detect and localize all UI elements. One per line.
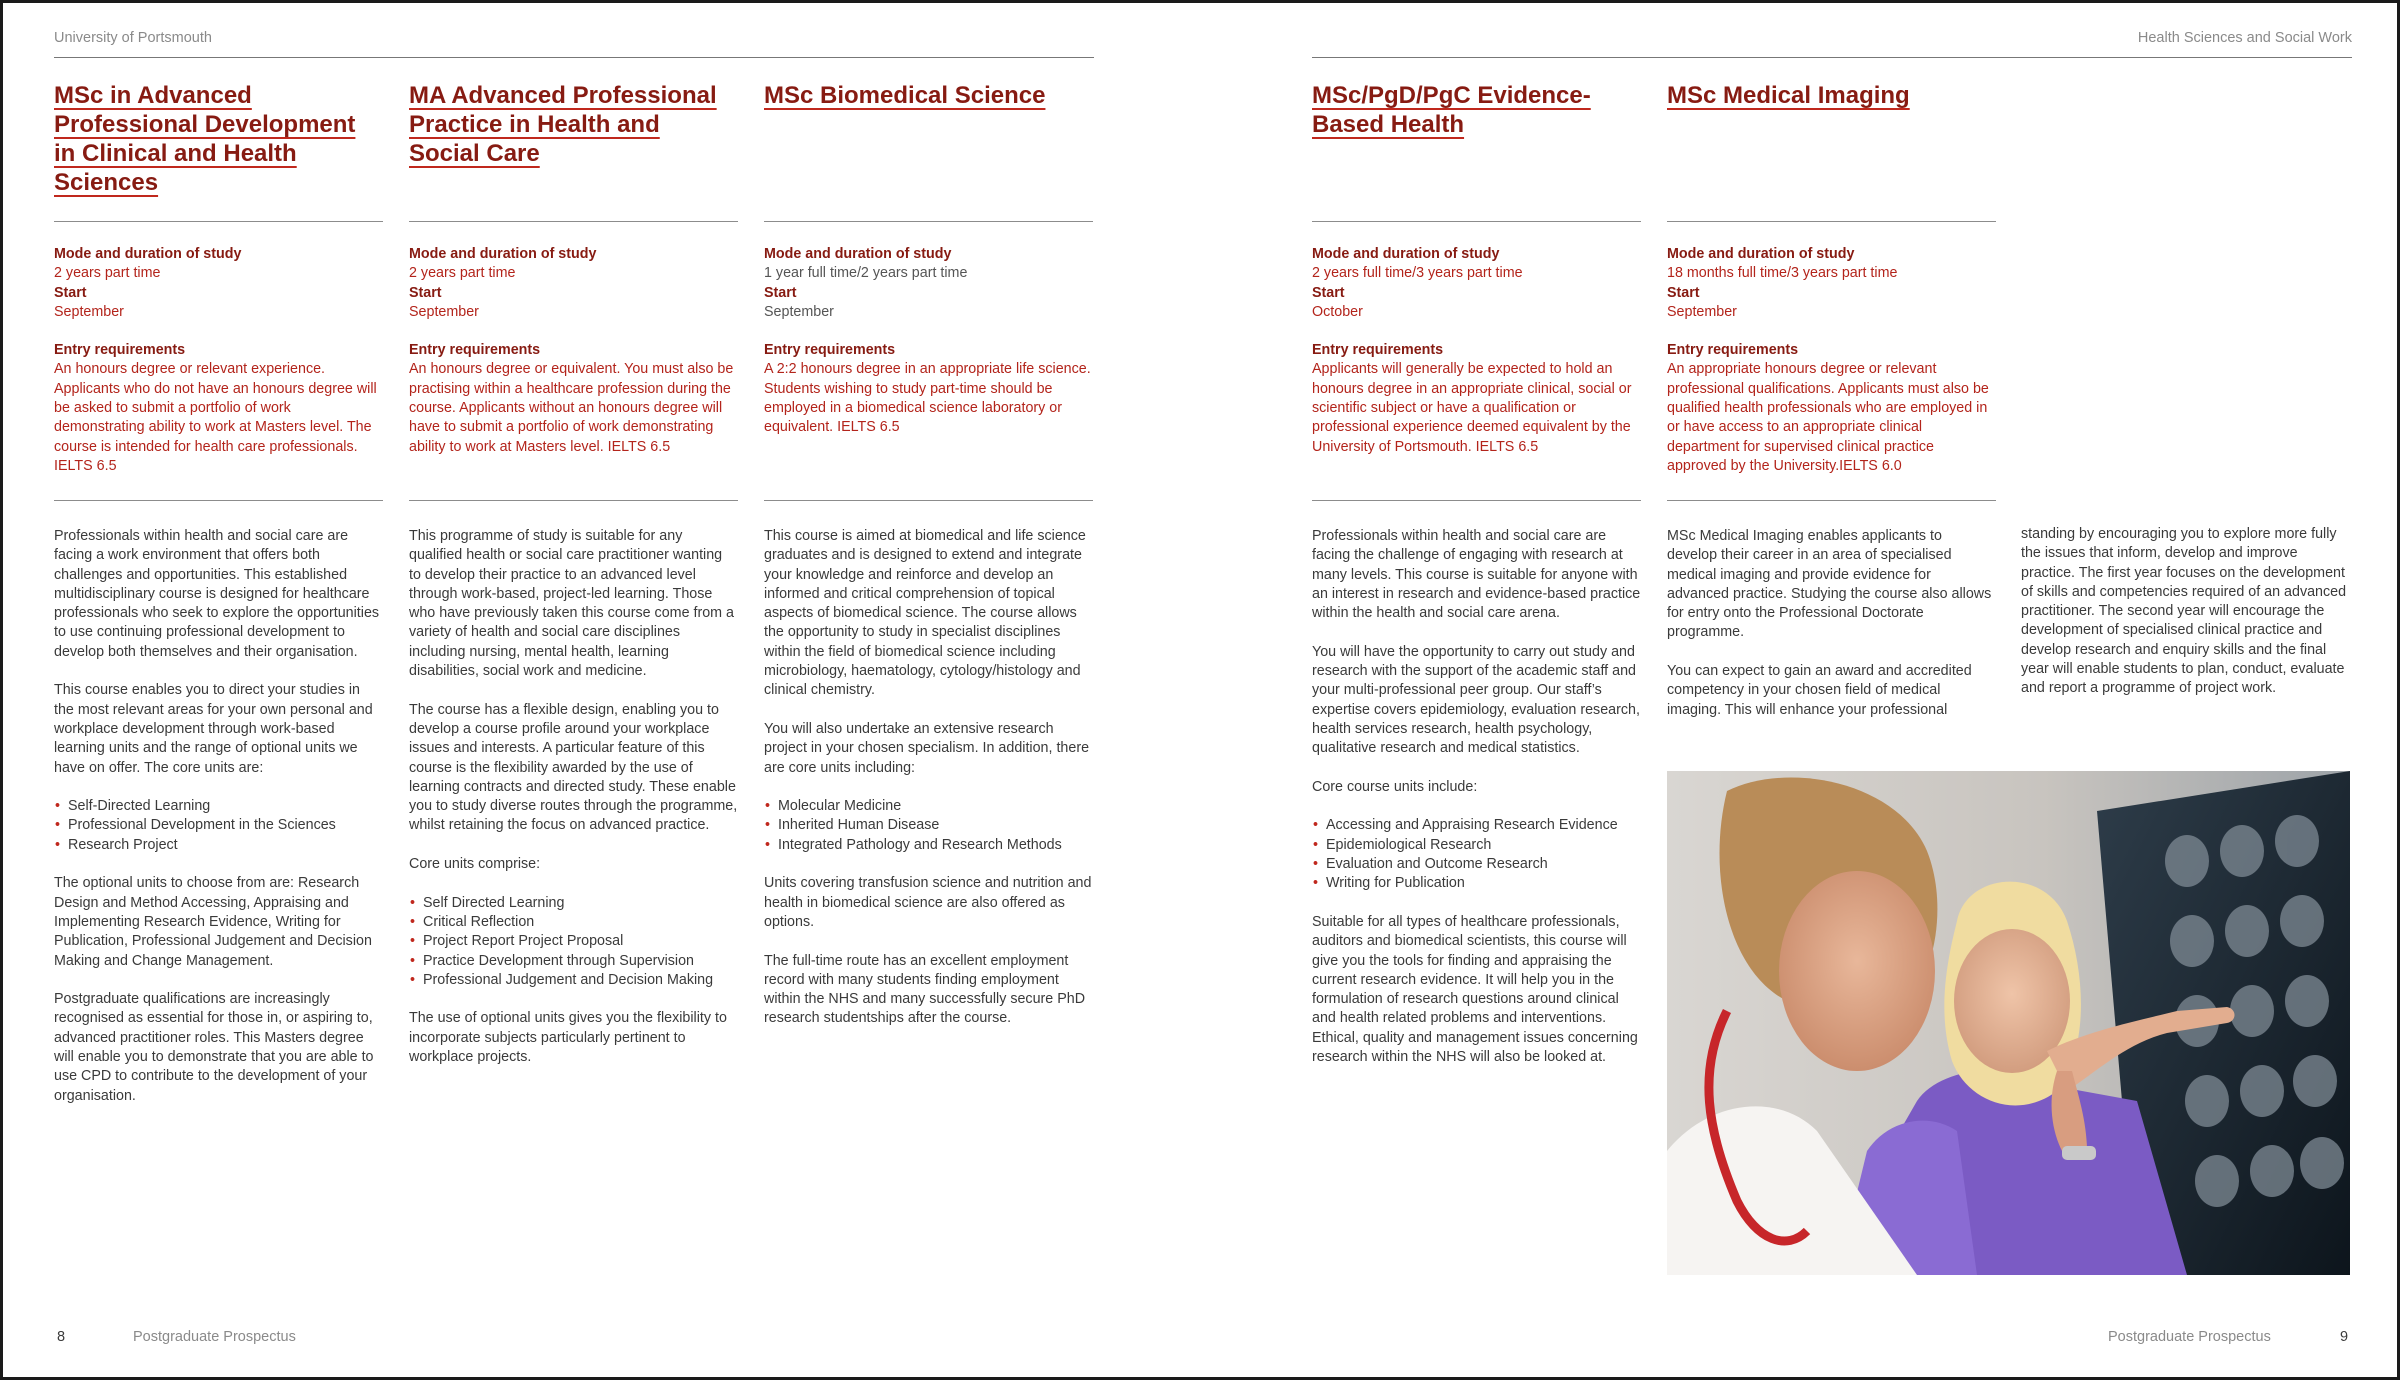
left-page — [3, 3, 1203, 1377]
mode-value: 1 year full time/2 years part time — [764, 265, 968, 282]
course-column — [764, 81, 1093, 1048]
body-paragraph: The full-time route has an excellent employment record with many students finding employment within the NHS and many successfully secure PhD research studentships after the course. — [764, 952, 1086, 1027]
body-paragraph: You will also undertake an extensive research project in your chosen specialism. In addition, there are core units including: — [764, 720, 1090, 776]
bullet-item: • Inherited Human Disease — [764, 816, 1093, 835]
mode-value: 2 years full time/3 years part time — [1312, 265, 1523, 282]
page-number-right: 9 — [2340, 1329, 2349, 1345]
course-title — [409, 81, 738, 221]
course-title-line: MSc Medical Imaging — [1667, 82, 1910, 109]
bullet-item: • Molecular Medicine — [764, 797, 1093, 816]
body-paragraph: You will have the opportunity to carry out study and research with the support of the academic staff and your multi-professional peer group. Our staff’s expertise covers epidemiology, evaluation research, health services research, health psychology, qualitative research and medical statistics. — [1312, 643, 1640, 757]
body-paragraph: This course is aimed at biomedical and life science graduates and is designed to extend and integrate your knowledge and reinforce and develop an informed and critical comprehension of topical aspects of biomedical science. The course allows the opportunity to study in specialist disciplines within the field of biomedical science including microbiology, haematology, cytology/histology and clinical chemistry. — [764, 528, 1086, 699]
start-value: October — [1312, 303, 1363, 320]
course-title-line: MA Advanced Professional — [409, 82, 717, 109]
mode-label: Mode and duration of study — [1312, 246, 1500, 262]
body-paragraph: standing by encouraging you to explore more fully the issues that inform, develop and improve practice. The first year focuses on the development of skills and competencies required of an advanced practitioner. The second year will encourage the development of specialised clinical practice and develop research and enquiry skills and the final year will enable students to plan, conduct, evaluate and report a programme of project work. — [2021, 526, 2347, 697]
mode-label: Mode and duration of study — [54, 246, 242, 262]
bullet-item: • Self-Directed Learning — [54, 797, 383, 816]
start-label: Start — [764, 284, 797, 301]
bullet-item: • Critical Reflection — [409, 913, 738, 932]
bullet-item: • Research Project — [54, 836, 383, 855]
course-title — [1667, 81, 1996, 221]
entry-value: Applicants will generally be expected to hold an honours degree in an appropriate clinical, social or scientific subject or have a qualification or professional experience deemed equivalent by the University of Portsmouth. IELTS 6.5 — [1312, 361, 1632, 455]
body-paragraph: You can expect to gain an award and accredited competency in your chosen field of medical imaging. This will enhance your professional — [1667, 663, 1972, 718]
entry-value: An appropriate honours degree or relevant professional qualifications. Applicants must also be qualified health professionals who are employed in or have access to an appropriate clinical department for supervised clinical practice approved by the University.IELTS 6.0 — [1667, 361, 1989, 474]
course-title-line: Social Care — [409, 140, 540, 167]
course-title-line: Sciences — [54, 169, 159, 196]
body-paragraph: The use of optional units gives you the flexibility to incorporate subjects particularly pertinent to workplace projects. — [409, 1010, 727, 1066]
bullet-item: • Evaluation and Outcome Research — [1312, 855, 1641, 874]
mode-value: 2 years part time — [54, 265, 161, 282]
course-description — [54, 501, 383, 1106]
entry-value: An honours degree or equivalent. You must also be practising within a healthcare profession during the course. Applicants without an honours degree will have to submit a portfolio of work demonstrating ability to work at Masters level. IELTS 6.5 — [409, 361, 734, 455]
body-paragraph: Suitable for all types of healthcare professionals, auditors and biomedical scientists, this course will give you the tools for finding and appraising the current research evidence. It will help you in the formulation of research questions around clinical and health related problems and interventions. Ethical, quality and management issues concerning research within the NHS will also be looked at. — [1312, 913, 1638, 1066]
course-title — [1312, 81, 1641, 221]
body-paragraph: MSc Medical Imaging enables applicants to develop their career in an area of specialised medical imaging and provide evidence for advanced practice. Studying the course also allows for entry onto the Professional Doctorate programme. — [1667, 528, 1992, 641]
course-description — [1667, 501, 1996, 720]
body-paragraph: This programme of study is suitable for any qualified health or social care practitioner wanting to develop their practice to an advanced level through work-based, project-led learning. Those who have previously taken this course come from a variety of health and social care disciplines including nursing, mental health, learning disabilities, social work and medicine. — [409, 528, 735, 680]
spacer — [409, 322, 738, 341]
bullet-item: • Project Report Project Proposal — [409, 932, 738, 951]
start-label: Start — [1667, 284, 1700, 301]
entry-label: Entry requirements — [409, 342, 541, 359]
bullet-item: • Accessing and Appraising Research Evidence — [1312, 816, 1641, 835]
start-value: September — [1667, 303, 1737, 320]
course-details — [764, 222, 1093, 500]
entry-label: Entry requirements — [764, 342, 896, 359]
footer-title-left: Postgraduate Prospectus — [133, 1329, 296, 1345]
bullet-item: • Professional Development in the Sciences — [54, 816, 383, 835]
entry-value: A 2:2 honours degree in an appropriate life science. Students wishing to study part-time should be employed in a biomedical science laboratory or equivalent. IELTS 6.5 — [764, 361, 1091, 436]
course-description — [1312, 501, 1641, 1067]
spacer — [1667, 322, 1996, 341]
bullet-list — [1312, 816, 1641, 893]
course-title-line: MSc in Advanced — [54, 82, 252, 109]
start-value: September — [54, 303, 124, 320]
spacer — [54, 322, 383, 341]
bullet-item: • Writing for Publication — [1312, 874, 1641, 893]
bullet-item: • Professional Judgement and Decision Making — [409, 971, 738, 990]
mode-value: 2 years part time — [409, 265, 516, 282]
start-label: Start — [1312, 284, 1345, 301]
course-details — [1312, 222, 1641, 500]
entry-label: Entry requirements — [1312, 342, 1444, 359]
start-value: September — [764, 303, 834, 320]
body-paragraph: Professionals within health and social care are facing a work environment that offers both challenges and opportunities. This established multidisciplinary course is designed for healthcare professionals who seek to explore the opportunities to use continuing professional development to develop both themselves and their organisation. — [54, 528, 380, 660]
body-paragraph: Postgraduate qualifications are increasingly recognised as essential for those in, or aspiring to, advanced practitioner roles. This Masters degree will enable you to demonstrate that you are able to use CPD to contribute to the development of your organisation. — [54, 991, 374, 1104]
course-title-line: Professional Development — [54, 111, 356, 138]
footer-title-right: Postgraduate Prospectus — [2108, 1329, 2271, 1345]
course-column — [409, 81, 738, 1087]
course-photo — [1667, 771, 2350, 1275]
course-title-line: in Clinical and Health — [54, 140, 297, 167]
course-description — [409, 501, 738, 1067]
body-paragraph: The optional units to choose from are: Research Design and Method Accessing, Appraising and Implementing Research Evidence, Writing for Publication, Professional Judgement and Decision Making and Change Management. — [54, 875, 372, 969]
entry-value: An honours degree or relevant experience. Applicants who do not have an honours degree will be asked to submit a portfolio of work demonstrating ability to work at Masters level. The course is intended for health care professionals. IELTS 6.5 — [54, 361, 377, 474]
mode-value: 18 months full time/3 years part time — [1667, 265, 1898, 282]
top-rule-right — [1312, 57, 2352, 58]
course-title-line: Practice in Health and — [409, 111, 660, 138]
bullet-list — [409, 894, 738, 990]
page-number-left: 8 — [57, 1329, 66, 1345]
body-paragraph: Core course units include: — [1312, 778, 1478, 795]
bullet-item: • Practice Development through Supervision — [409, 952, 738, 971]
mode-label: Mode and duration of study — [1667, 246, 1855, 262]
course-title-line: Based Health — [1312, 111, 1465, 138]
body-paragraph: This course enables you to direct your studies in the most relevant areas for your own personal and workplace development through work-based learning units and the range of optional units we have on offer. The core units are: — [54, 682, 373, 776]
body-paragraph: The course has a flexible design, enabling you to develop a course profile around your workplace issues and interests. A particular feature of this course is the flexibility awarded by the use of learning contracts and directed study. These enable you to study diverse routes through the programme, whilst retaining the focus on advanced practice. — [409, 701, 738, 834]
body-paragraph: Core units comprise: — [409, 856, 541, 873]
course-title — [54, 81, 383, 221]
right-page — [1203, 3, 2400, 1377]
bullet-list — [764, 797, 1093, 855]
course-details — [409, 222, 738, 500]
continuation-body — [2021, 499, 2350, 699]
course-column — [1667, 81, 1996, 739]
course-description — [764, 501, 1093, 1029]
top-rule-left — [54, 57, 1094, 58]
course-title-line: MSc Biomedical Science — [764, 82, 1046, 109]
body-paragraph: Professionals within health and social care are facing the challenge of engaging with research at many levels. This course is suitable for anyone with an interest in research and evidence-based practice within the health and social care arena. — [1312, 528, 1641, 622]
spacer — [1312, 322, 1641, 341]
bullet-item: • Integrated Pathology and Research Methods — [764, 836, 1093, 855]
course-column — [1312, 81, 1641, 1087]
photo-clinicians-reviewing-scans — [1667, 771, 2350, 1275]
running-head-left: University of Portsmouth — [54, 30, 212, 46]
course-details — [1667, 222, 1996, 500]
bullet-list — [54, 797, 383, 855]
entry-label: Entry requirements — [54, 342, 186, 359]
start-value: September — [409, 303, 479, 320]
start-label: Start — [409, 284, 442, 301]
start-label: Start — [54, 284, 87, 301]
course-details — [54, 222, 383, 500]
course-continuation-column — [2021, 499, 2350, 718]
course-title — [764, 81, 1093, 221]
spacer — [764, 322, 1093, 341]
bullet-item: • Self Directed Learning — [409, 894, 738, 913]
course-title-line: MSc/PgD/PgC Evidence- — [1312, 82, 1591, 109]
mode-label: Mode and duration of study — [764, 246, 952, 262]
body-paragraph: Units covering transfusion science and nutrition and health in biomedical science are also offered as options. — [764, 875, 1092, 930]
running-head-right: Health Sciences and Social Work — [2137, 30, 2352, 46]
mode-label: Mode and duration of study — [409, 246, 597, 262]
bullet-item: • Epidemiological Research — [1312, 836, 1641, 855]
entry-label: Entry requirements — [1667, 342, 1799, 359]
course-column — [54, 81, 383, 1125]
